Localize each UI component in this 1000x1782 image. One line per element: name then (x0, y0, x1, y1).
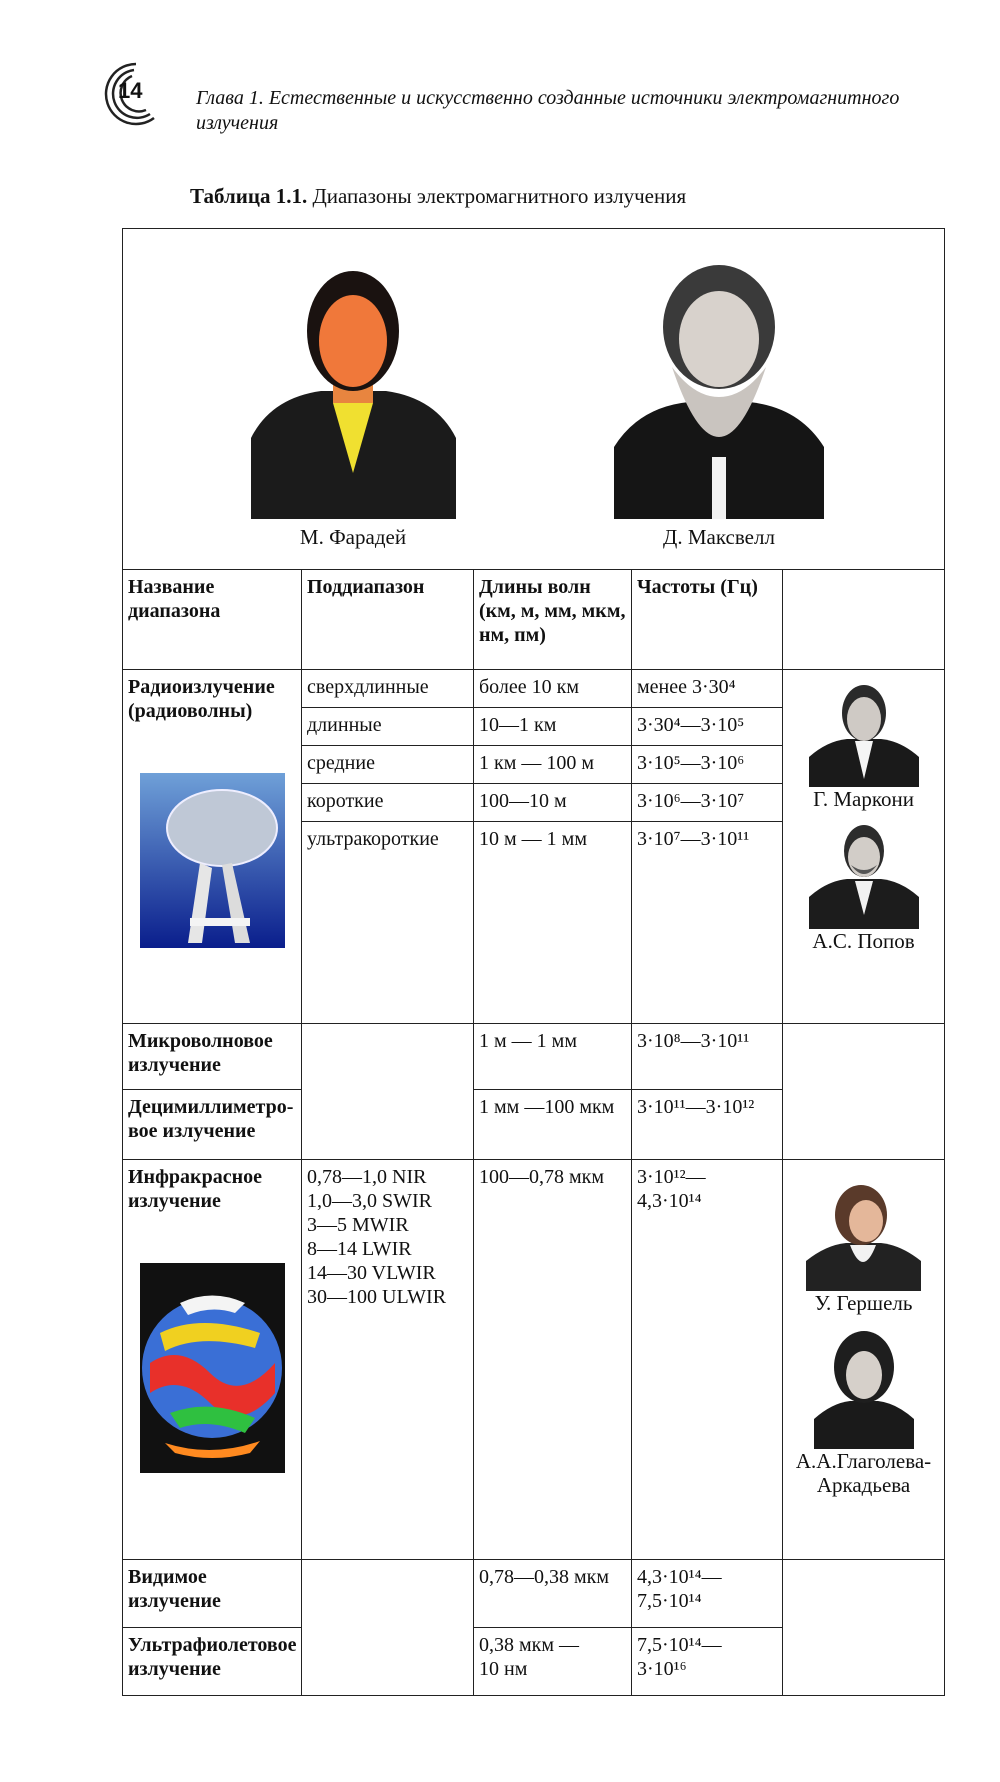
ir-name-cell (123, 1160, 302, 1560)
radio-sub-2: средние (302, 746, 474, 784)
caption-text: Диапазоны электромагнитного излучения (307, 184, 687, 208)
visible-sub-empty (302, 1560, 474, 1696)
uv-freq (632, 1628, 783, 1696)
table-row (123, 1560, 945, 1628)
col-range-name: Название диапазона (123, 570, 302, 670)
uv-freq-b: 3·10¹⁶ (637, 1658, 687, 1680)
micro-side-empty (783, 1024, 945, 1160)
uv-wave-a: 0,38 мкм — (479, 1634, 580, 1656)
table-row (123, 670, 945, 708)
radio-sub-3: короткие (302, 784, 474, 822)
marconi-name: Г. Маркони (813, 787, 914, 811)
maxwell-portrait-icon (614, 257, 824, 519)
uv-freq-a: 7,5·10¹⁴— (637, 1634, 722, 1656)
radio-wave-4: 10 м — 1 мм (474, 822, 632, 1024)
ir-sub-0: 0,78—1,0 NIR (307, 1166, 427, 1188)
glagoleva-name-1: А.А.Глаголева- (795, 1449, 932, 1473)
marconi-portrait-icon (809, 679, 919, 787)
uv-wave (474, 1628, 632, 1696)
popov-portrait-icon (809, 817, 919, 929)
faraday-name: М. Фарадей (299, 525, 407, 549)
decimm-name: Децимиллиметро-вое излучение (123, 1090, 302, 1160)
visible-freq-b: 7,5·10¹⁴ (637, 1590, 702, 1612)
radio-wave-0: более 10 км (474, 670, 632, 708)
decimm-wave: 1 мм —100 мкм (474, 1090, 632, 1160)
radio-wave-1: 10—1 км (474, 708, 632, 746)
popov-name: А.С. Попов (812, 929, 915, 953)
radio-sub-1: длинные (302, 708, 474, 746)
radio-name-cell (123, 670, 302, 1024)
page-number: 14 (118, 78, 143, 103)
radio-sub-4: ультракороткие (302, 822, 474, 1024)
col-empty (783, 570, 945, 670)
radio-freq-4: 3·10⁷—3·10¹¹ (632, 822, 783, 1024)
glagoleva-portrait-icon (814, 1327, 914, 1449)
ir-freq-a: 3·10¹²— (637, 1166, 706, 1188)
visible-name: Видимое излучение (123, 1560, 302, 1628)
radio-telescope-icon (140, 773, 285, 948)
faraday-figure (248, 263, 458, 549)
ir-subs (302, 1160, 474, 1560)
micro-name: Микроволновое излучение (123, 1024, 302, 1090)
ir-wave: 100—0,78 мкм (474, 1160, 632, 1560)
table-caption (190, 184, 686, 209)
radio-sub-0: сверхдлинные (302, 670, 474, 708)
col-wavelength: Длины волн (км, м, мм, мкм, нм, пм) (474, 570, 632, 670)
col-frequency: Частоты (Гц) (632, 570, 783, 670)
ir-name: Инфракрасное излучение (128, 1166, 262, 1212)
decimm-freq: 3·10¹¹—3·10¹² (632, 1090, 783, 1160)
maxwell-name: Д. Максвелл (663, 525, 775, 549)
ir-sub-1: 1,0—3,0 SWIR (307, 1190, 432, 1212)
ir-sub-2: 3—5 MWIR (307, 1214, 409, 1236)
herschel-name: У. Гершель (814, 1291, 913, 1315)
em-ranges-table (122, 228, 945, 1696)
uv-name: Ультрафиолетовое излучение (123, 1628, 302, 1696)
chapter-title: Глава 1. Естественные и искусственно созданные источники электромагнитного излучения (196, 87, 900, 134)
radio-wave-3: 100—10 м (474, 784, 632, 822)
ir-sub-4: 14—30 VLWIR (307, 1262, 436, 1284)
radio-people-cell (783, 670, 945, 1024)
ir-people-cell (783, 1160, 945, 1560)
column-header-row (123, 570, 945, 670)
visible-freq (632, 1560, 783, 1628)
micro-freq: 3·10⁸—3·10¹¹ (632, 1024, 783, 1090)
visible-freq-a: 4,3·10¹⁴— (637, 1566, 722, 1588)
table-row (123, 1160, 945, 1560)
col-subrange: Поддиапазон (302, 570, 474, 670)
visible-wave: 0,78—0,38 мкм (474, 1560, 632, 1628)
maxwell-figure (609, 257, 829, 549)
uv-wave-b: 10 нм (479, 1658, 528, 1680)
portrait-row (123, 229, 945, 570)
faraday-portrait-icon (251, 263, 456, 519)
ir-freq (632, 1160, 783, 1560)
radio-freq-2: 3·10⁵—3·10⁶ (632, 746, 783, 784)
glagoleva-name-2: Аркадьева (816, 1473, 911, 1497)
visible-side-empty (783, 1560, 945, 1696)
table-row (123, 1024, 945, 1090)
radio-name: Радиоизлучение (радиоволны) (128, 676, 275, 722)
herschel-portrait-icon (806, 1179, 921, 1291)
radio-freq-0: менее 3·30⁴ (632, 670, 783, 708)
ir-freq-b: 4,3·10¹⁴ (637, 1190, 702, 1212)
radio-freq-3: 3·10⁶—3·10⁷ (632, 784, 783, 822)
micro-wave: 1 м — 1 мм (474, 1024, 632, 1090)
earth-thermal-icon (140, 1263, 285, 1473)
radio-wave-2: 1 км — 100 м (474, 746, 632, 784)
radio-freq-1: 3·30⁴—3·10⁵ (632, 708, 783, 746)
ir-sub-5: 30—100 ULWIR (307, 1286, 447, 1308)
caption-label: Таблица 1.1. (190, 184, 308, 208)
micro-sub-empty (302, 1024, 474, 1160)
ir-sub-3: 8—14 LWIR (307, 1238, 412, 1260)
